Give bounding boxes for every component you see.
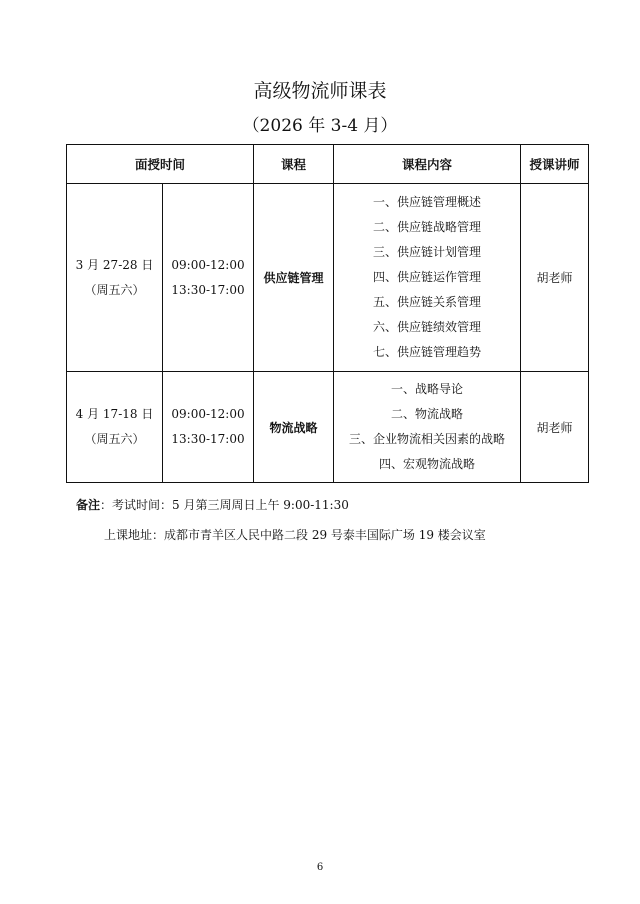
exam-note bbox=[76, 496, 349, 513]
time-am: 09:00-12:00 bbox=[171, 257, 245, 272]
time-pm: 13:30-17:00 bbox=[171, 282, 245, 297]
document-title: 高级物流师课表 bbox=[253, 80, 387, 102]
topic-item: 七、供应链管理趋势 bbox=[373, 345, 482, 359]
time-cell bbox=[163, 184, 254, 372]
table-header-row bbox=[67, 145, 589, 184]
weekday: （周五六） bbox=[84, 432, 145, 446]
topic-item: 二、供应链战略管理 bbox=[373, 220, 482, 234]
topic-item: 三、供应链计划管理 bbox=[373, 245, 482, 259]
header-time: 面授时间 bbox=[67, 145, 254, 184]
time-pm: 13:30-17:00 bbox=[171, 432, 245, 446]
time-cell bbox=[163, 372, 254, 483]
weekday: （周五六） bbox=[84, 282, 145, 297]
schedule-table bbox=[66, 144, 589, 483]
date-cell bbox=[67, 372, 163, 483]
teacher-cell: 胡老师 bbox=[521, 184, 589, 372]
table-row bbox=[67, 372, 589, 483]
table-row bbox=[67, 184, 589, 372]
topic-item: 二、物流战略 bbox=[391, 407, 464, 421]
exam-time: ：考试时间：5 月第三周周日上午 9:00-11:30 bbox=[100, 498, 349, 512]
topic-item: 四、供应链运作管理 bbox=[373, 270, 482, 284]
teacher-cell: 胡老师 bbox=[521, 372, 589, 483]
topic-item: 五、供应链关系管理 bbox=[373, 295, 482, 309]
time-am: 09:00-12:00 bbox=[171, 407, 245, 421]
topic-item: 一、战略导论 bbox=[391, 382, 464, 396]
document-subtitle: （2026 年 3-4 月） bbox=[242, 116, 398, 136]
date: 4 月 17-18 日 bbox=[75, 407, 154, 421]
header-course: 课程 bbox=[254, 145, 334, 184]
content-cell bbox=[334, 372, 521, 483]
topic-item: 六、供应链绩效管理 bbox=[373, 320, 482, 334]
class-address: 上课地址：成都市青羊区人民中路二段 29 号泰丰国际广场 19 楼会议室 bbox=[104, 528, 486, 542]
date-cell bbox=[67, 184, 163, 372]
topic-item: 四、宏观物流战略 bbox=[379, 457, 476, 471]
content-cell bbox=[334, 184, 521, 372]
header-teacher: 授课讲师 bbox=[521, 145, 589, 184]
header-content: 课程内容 bbox=[334, 145, 521, 184]
course-cell: 供应链管理 bbox=[254, 184, 334, 372]
topic-item: 三、企业物流相关因素的战略 bbox=[349, 432, 506, 446]
date: 3 月 27-28 日 bbox=[75, 257, 154, 272]
note-label: 备注 bbox=[76, 498, 101, 512]
course-cell: 物流战略 bbox=[254, 372, 334, 483]
page-number: 6 bbox=[316, 862, 324, 873]
topic-item: 一、供应链管理概述 bbox=[373, 195, 482, 209]
